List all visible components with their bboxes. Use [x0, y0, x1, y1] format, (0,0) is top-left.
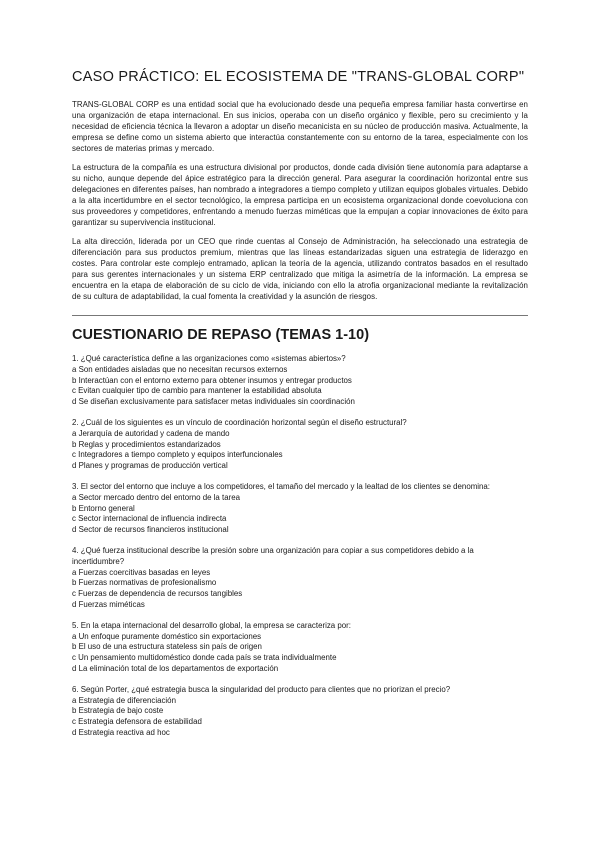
- question-2: [72, 418, 528, 472]
- answer-option: a Son entidades aisladas que no necesitan recursos externos: [72, 364, 288, 374]
- answer-option: b Interactúan con el entorno externo para obtener insumos y entregar productos: [72, 375, 352, 385]
- answer-option: d La eliminación total de los departamentos de exportación: [72, 663, 279, 673]
- answer-option: d Sector de recursos financieros institucional: [72, 525, 229, 535]
- section-divider: [72, 315, 528, 316]
- answer-option: d Se diseñan exclusivamente para satisfacer metas individuales sin coordinación: [72, 397, 355, 407]
- answer-option: b Entorno general: [72, 503, 135, 513]
- answer-option: c Un pensamiento multidoméstico donde cada país se trata individualmente: [72, 653, 337, 663]
- answer-option: c Sector internacional de influencia indirecta: [72, 514, 227, 524]
- case-paragraph: TRANS-GLOBAL CORP es una entidad social que ha evolucionado desde una pequeña empresa familiar hasta convertirse en una organización de etapa internacional. En sus inicios, operaba con un diseño orgánico y flexible, pero su crecimiento y la necesidad de eficiencia técnica la llevaron a adoptar un diseño mecanicista en su núcleo de producción masiva. Actualmente, la empresa se define como un sistema abierto que interactúa constantemente con su entorno de la tarea, especialmente con los sectores de materias primas y mercado.: [72, 100, 528, 153]
- answer-option: b Fuerzas normativas de profesionalismo: [72, 578, 217, 588]
- answer-option: c Estrategia defensora de estabilidad: [72, 717, 202, 727]
- answer-option: b El uso de una estructura stateless sin país de origen: [72, 642, 262, 652]
- case-paragraph: La estructura de la compañía es una estructura divisional por productos, donde cada división tiene autonomía para adaptarse a su nicho, aunque depende del ápice estratégico para la dirección general. Para asegurar la coordinación horizontal entre sus delegaciones en diferentes países, han nombrado a integradores a tiempo completo y utilizan equipos globales virtuales. Debido a la alta incertidumbre en el sector tecnológico, la empresa participa en un ecosistema organizacional donde coevoluciona con sus proveedores y competidores, enfrentando a menudo fuerzas miméticas que la empujan a copiar innovaciones de éxito para garantizar su supervivencia institucional.: [72, 163, 528, 227]
- answer-option: a Estrategia de diferenciación: [72, 695, 176, 705]
- case-study-title: CASO PRÁCTICO: EL ECOSISTEMA DE "TRANS-GLOBAL CORP": [72, 69, 525, 85]
- question-text: 1. ¿Qué característica define a las organizaciones como «sistemas abiertos»?: [72, 354, 346, 363]
- question-6: [72, 685, 528, 739]
- question-text: 4. ¿Qué fuerza institucional describe la presión sobre una organización para copiar a sus competidores debido a la incertidumbre?: [72, 545, 474, 566]
- question-text: 6. Según Porter, ¿qué estrategia busca la singularidad del producto para clientes que no priorizan el precio?: [72, 684, 451, 694]
- answer-option: a Un enfoque puramente doméstico sin exportaciones: [72, 631, 262, 641]
- document-page: [72, 68, 528, 749]
- question-5: [72, 621, 528, 675]
- case-paragraph: La alta dirección, liderada por un CEO que rinde cuentas al Consejo de Administración, ha seleccionado una estrategia de diferenciación para sus productos premium, mientras que las líneas estandarizadas siguen una estrategia de liderazgo en costes. Para controlar este complejo entramado, aplican la teoría de la agencia, utilizando contratos basados en el resultado para sus gerentes internacionales y un sistema ERP centralizado que mitiga la asimetría de la información. La empresa se encuentra en la etapa de elaboración de su ciclo de vida, iniciando con ello la atrofia organizacional mediante la revitalización de su cultura de adaptabilidad, la cual fomenta la creatividad y la asunción de riesgos.: [72, 237, 528, 301]
- question-text: 3. El sector del entorno que incluye a los competidores, el tamaño del mercado y la lealtad de los clientes se denomina:: [72, 481, 491, 491]
- answer-option: c Integradores a tiempo completo y equipos interfuncionales: [72, 450, 283, 460]
- question-list: [72, 354, 528, 739]
- answer-option: b Estrategia de bajo coste: [72, 706, 164, 716]
- question-text: 2. ¿Cuál de los siguientes es un vínculo de coordinación horizontal según el diseño estructural?: [72, 417, 407, 427]
- case-study-body: [72, 99, 528, 302]
- answer-option: c Fuerzas de dependencia de recursos tangibles: [72, 589, 243, 599]
- answer-option: d Estrategia reactiva ad hoc: [72, 727, 170, 737]
- answer-option: a Jerarquía de autoridad y cadena de mando: [72, 428, 230, 438]
- answer-option: a Fuerzas coercitivas basadas en leyes: [72, 567, 211, 577]
- question-4: [72, 546, 528, 611]
- answer-option: d Fuerzas miméticas: [72, 599, 145, 609]
- answer-option: c Evitan cualquier tipo de cambio para mantener la estabilidad absoluta: [72, 386, 322, 396]
- question-1: [72, 354, 528, 408]
- answer-option: b Reglas y procedimientos estandarizados: [72, 439, 221, 449]
- answer-option: d Planes y programas de producción vertical: [72, 461, 228, 471]
- question-text: 5. En la etapa internacional del desarrollo global, la empresa se caracteriza por:: [72, 620, 351, 630]
- answer-option: a Sector mercado dentro del entorno de la tarea: [72, 492, 240, 502]
- quiz-title: CUESTIONARIO DE REPASO (TEMAS 1-10): [72, 327, 370, 343]
- question-3: [72, 482, 528, 536]
